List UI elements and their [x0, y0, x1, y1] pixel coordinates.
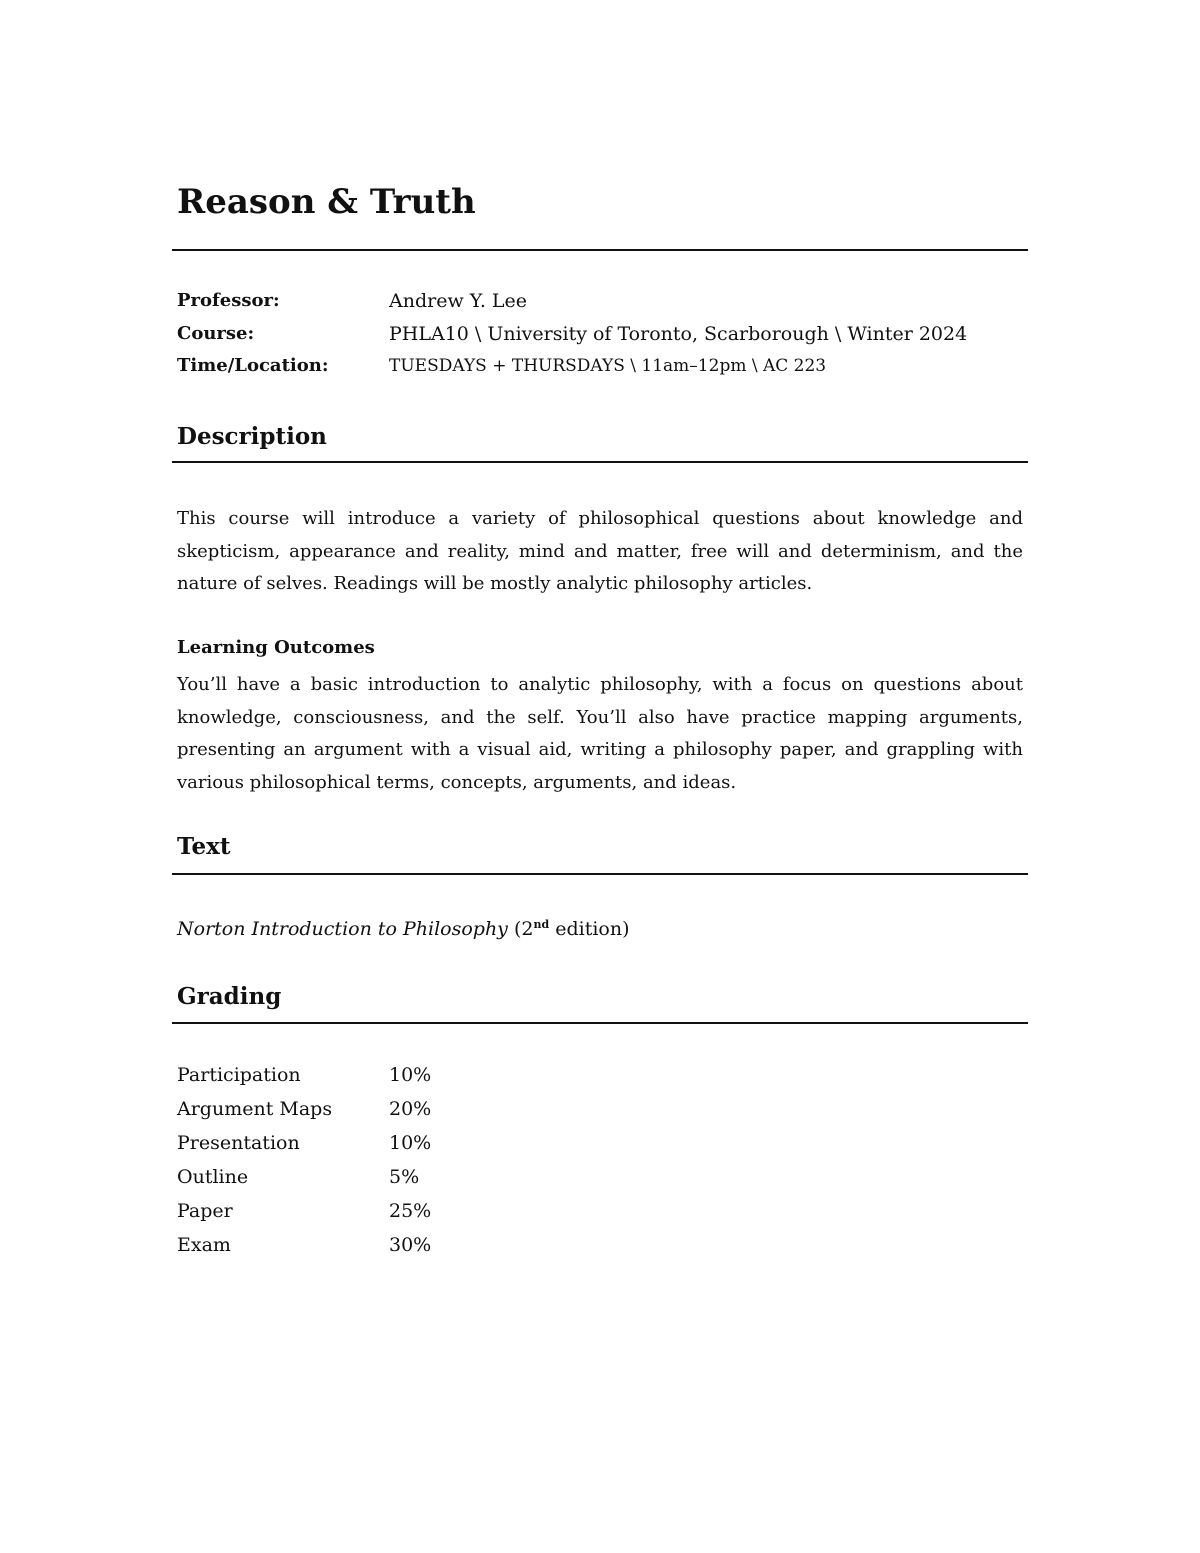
grade-percent: 10% [389, 1064, 432, 1086]
course-value: PHLA10 \ University of Toronto, Scarborough \ Winter 2024 [389, 323, 968, 345]
description-body: This course will introduce a variety of philosophical questions about knowledge and skepticism, appearance and reality, mind and matter, free will and determinism, and the nature of selves. Readings will be mostly analytic philosophy articles. [177, 508, 1023, 594]
learning-outcomes-body: You’ll have a basic introduction to analytic philosophy, with a focus on questions about knowledge, consciousness, and the self. You’ll also have practice mapping arguments, presenting an argument with a visual aid, writing a philosophy paper, and grappling with various philosophical terms, concepts, arguments, and ideas. [177, 674, 1023, 793]
grade-name: Argument Maps [177, 1098, 333, 1120]
grade-percent: 30% [389, 1234, 432, 1256]
description-divider [172, 461, 1028, 463]
course-label: Course: [177, 323, 255, 344]
text-divider [172, 873, 1028, 875]
description-heading: Description [177, 423, 327, 450]
grade-percent: 10% [389, 1132, 432, 1154]
time-location-label: Time/Location: [177, 355, 329, 376]
grading-list [177, 1060, 577, 1264]
grade-percent: 25% [389, 1200, 432, 1222]
grade-percent: 20% [389, 1098, 432, 1120]
grade-name: Presentation [177, 1132, 300, 1154]
grade-name: Exam [177, 1234, 231, 1256]
grade-name: Paper [177, 1200, 233, 1222]
grade-row-presentation [177, 1128, 577, 1162]
edition-close: edition) [549, 918, 630, 940]
professor-label: Professor: [177, 290, 280, 311]
grade-percent: 5% [389, 1166, 420, 1188]
grade-row-participation [177, 1060, 577, 1094]
grade-name: Outline [177, 1166, 249, 1188]
grade-name: Participation [177, 1064, 301, 1086]
time-location-value: TUESDAYS + THURSDAYS \ 11am–12pm \ AC 223 [389, 356, 827, 376]
grade-row-exam [177, 1230, 577, 1264]
title-divider [172, 249, 1028, 251]
grade-row-outline [177, 1162, 577, 1196]
text-heading: Text [177, 833, 231, 860]
edition-open: (2 [513, 918, 534, 940]
grading-divider [172, 1022, 1028, 1024]
professor-value: Andrew Y. Lee [389, 290, 528, 312]
grade-row-paper [177, 1196, 577, 1230]
edition-superscript: nd [533, 918, 550, 931]
required-text [177, 914, 630, 944]
grading-heading: Grading [177, 983, 282, 1010]
page-title: Reason & Truth [177, 182, 476, 222]
learning-outcomes-heading: Learning Outcomes [177, 637, 375, 658]
grade-row-argument-maps [177, 1094, 577, 1128]
book-title: Norton Introduction to Philosophy [177, 918, 508, 940]
